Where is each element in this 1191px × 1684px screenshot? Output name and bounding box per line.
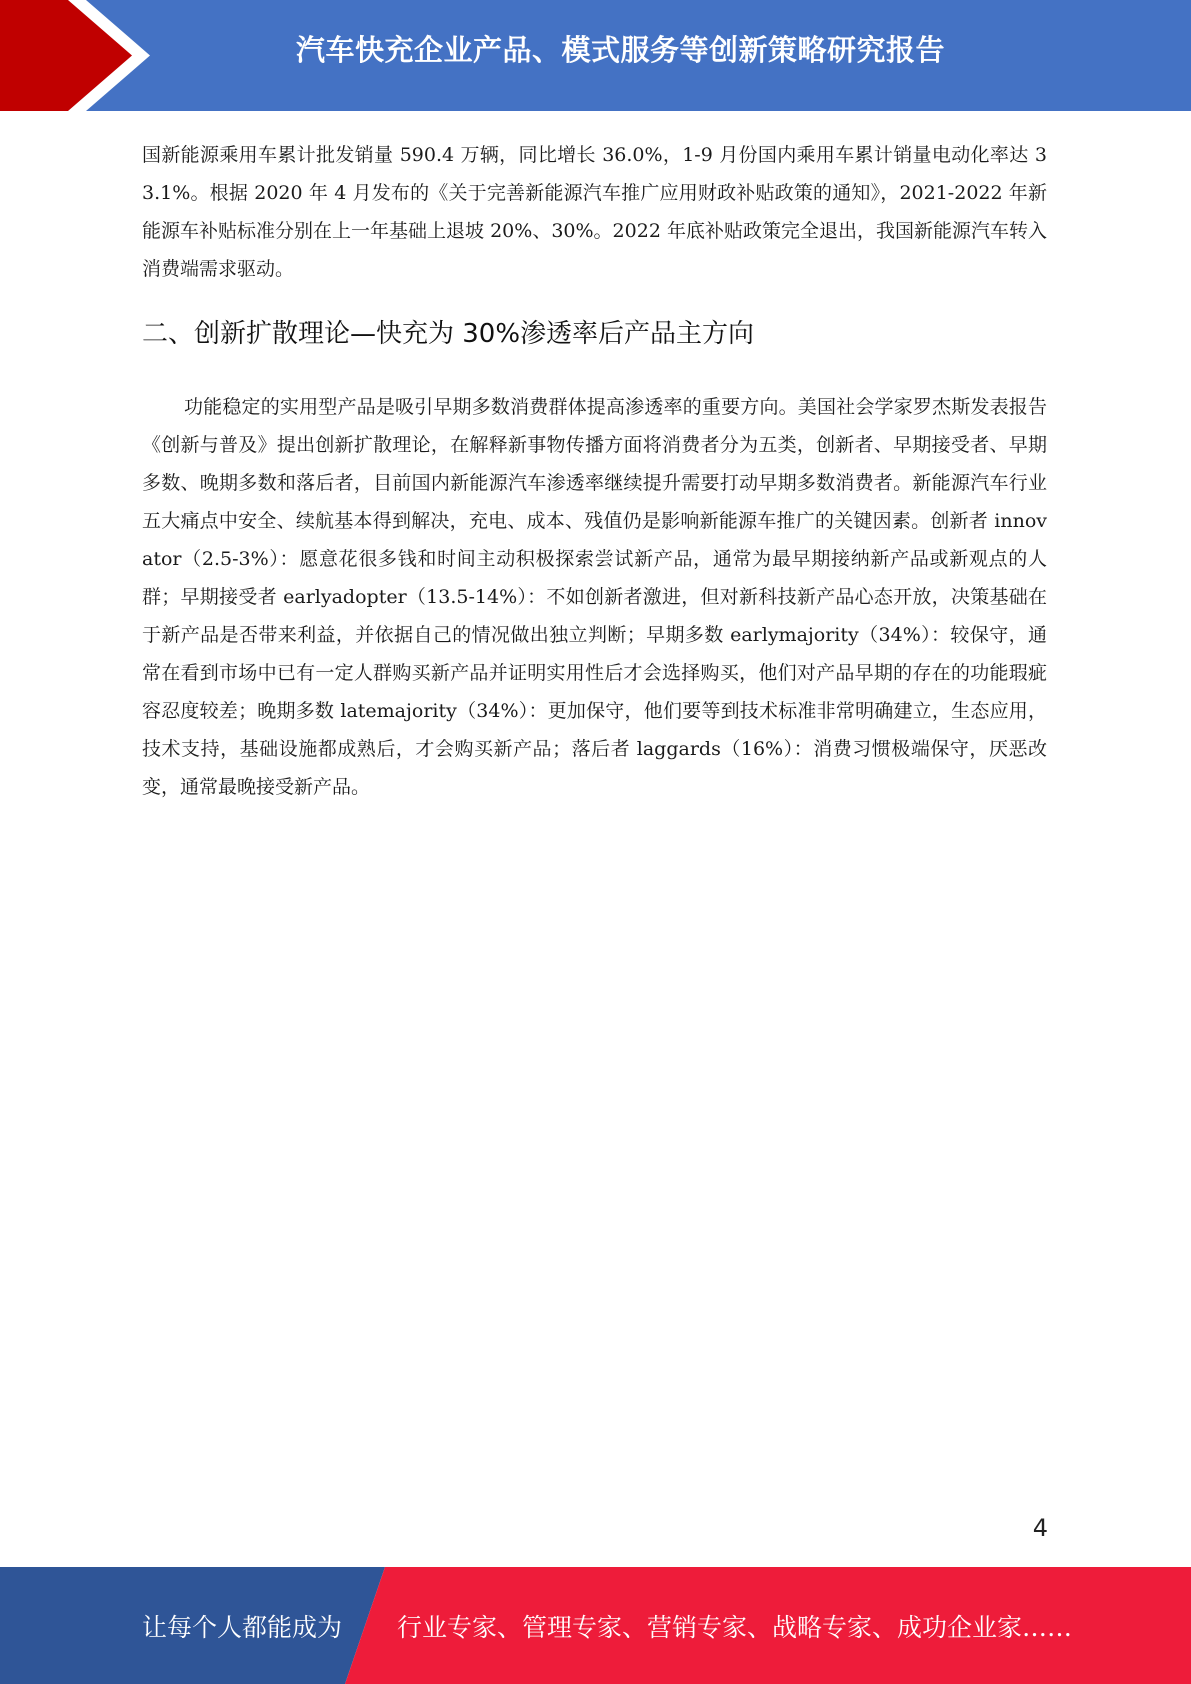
header-chevron-decoration: [0, 0, 160, 111]
section-paragraph: 功能稳定的实用型产品是吸引早期多数消费群体提高渗透率的重要方向。美国社会学家罗杰斯发表报告《创新与普及》提出创新扩散理论，在解释新事物传播方面将消费者分为五类，创新者、早期接受者、早期多数、晚期多数和落后者，目前国内新能源汽车渗透率继续提升需要打动早期多数消费者。新能源汽车行业五大痛点中安全、续航基本得到解决，充电、成本、残值仍是影响新能源车推广的关键因素。创新者 innovator（2.5-3%）：愿意花很多钱和时间主动积极探索尝试新产品，通常为最早期接纳新产品或新观点的人群；早期接受者 earlyadopter（13.5-14%）：不如创新者激进，但对新科技新产品心态开放，决策基础在于新产品是否带来利益，并依据自己的情况做出独立判断；早期多数 earlymajority（34%）：较保守，通常在看到市场中已有一定人群购买新产品并证明实用性后才会选择购买，他们对产品早期的存在的功能瑕疵容忍度较差；晚期多数 latemajority（34%）：更加保守，他们要等到技术标准非常明确建立，生态应用，技术支持，基础设施都成熟后，才会购买新产品；落后者 laggards（16%）：消费习惯极端保守，厌恶改变，通常最晚接受新产品。: [142, 396, 1047, 798]
report-title: 汽车快充企业产品、模式服务等创新策略研究报告: [295, 33, 945, 67]
main-content: [142, 136, 1047, 806]
page-header: [0, 0, 1191, 111]
chevron-red-shape: [0, 0, 132, 111]
page-number: 4: [1032, 1514, 1048, 1542]
footer-slogan-right: 行业专家、管理专家、营销专家、战略专家、成功企业家……: [397, 1613, 1073, 1642]
section-heading: 二、创新扩散理论—快充为 30%渗透率后产品主方向: [142, 319, 755, 349]
footer-slogan-left: 让每个人都能成为: [142, 1613, 343, 1642]
page-footer: [0, 1567, 1191, 1684]
intro-paragraph: 国新能源乘用车累计批发销量 590.4 万辆，同比增长 36.0%，1-9 月份国内乘用车累计销量电动化率达 33.1%。根据 2020 年 4 月发布的《关于完善新能源汽车推广应用财政补贴政策的通知》，2021-2022 年新能源车补贴标准分别在上一年基础上退坡 20%、30%。2022 年底补贴政策完全退出，我国新能源汽车转入消费端需求驱动。: [142, 144, 1047, 280]
